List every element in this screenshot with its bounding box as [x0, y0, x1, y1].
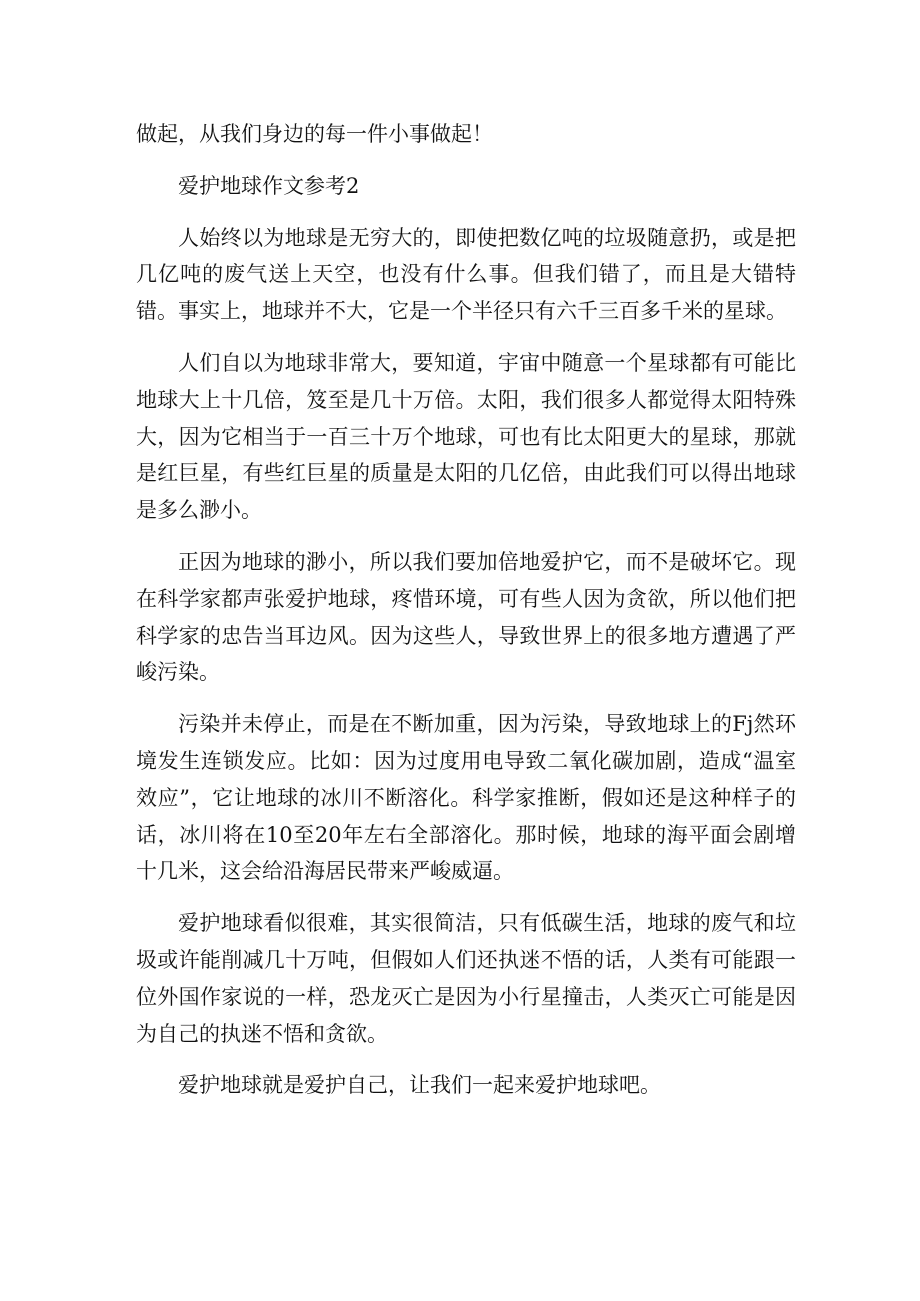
paragraph: 爱护地球看似很难，其实很简洁，只有低碳生活，地球的废气和垃圾或许能削减几十万吨，但假如人们还执迷不悟的话，人类有可能跟一位外国作家说的一样，恐龙灭亡是因为小行星撞击，人类灭亡可能是因为自己的执迷不悟和贪欲。: [136, 911, 796, 1046]
paragraph: 正因为地球的渺小，所以我们要加倍地爱护它，而不是破坏它。现在科学家都声张爱护地球，疼惜环境，可有些人因为贪欲，所以他们把科学家的忠告当耳边风。因为这些人，导致世界上的很多地方遭遇了严峻污染。: [136, 549, 796, 685]
paragraph: 污染并未停止，而是在不断加重，因为污染，导致地球上的Fj然环境发生连锁发应。比如：因为过度用电导致二氧化碳加剧，造成“温室效应”，它让地球的冰川不断溶化。科学家推断，假如还是这种样子的话，冰川将在10至20年左右全部溶化。那时候，地球的海平面会剧增十几米，这会给沿海居民带来严峻威逼。: [136, 712, 796, 884]
paragraph: 人始终以为地球是无穷大的，即使把数亿吨的垃圾随意扔，或是把几亿吨的废气送上天空，也没有什么事。但我们错了，而且是大错特错。事实上，地球并不大，它是一个半径只有六千三百多千米的星球。: [136, 225, 796, 324]
section-title: 爱护地球作文参考2: [178, 173, 360, 198]
document-body: [136, 116, 796, 1104]
paragraph-closing: 爱护地球就是爱护自己，让我们一起来爱护地球吧。: [178, 1073, 661, 1098]
paragraph-continuation: 做起，从我们身边的每一件小事做起！: [136, 122, 493, 146]
paragraph: 人们自以为地球非常大，要知道，宇宙中随意一个星球都有可能比地球大上十几倍，笈至是几十万倍。太阳，我们很多人都觉得太阳特殊大，因为它相当于一百三十万个地球，可也有比太阳更大的星球，那就是红巨星，有些红巨星的质量是太阳的几亿倍，由此我们可以得出地球是多么渺小。: [136, 350, 796, 523]
